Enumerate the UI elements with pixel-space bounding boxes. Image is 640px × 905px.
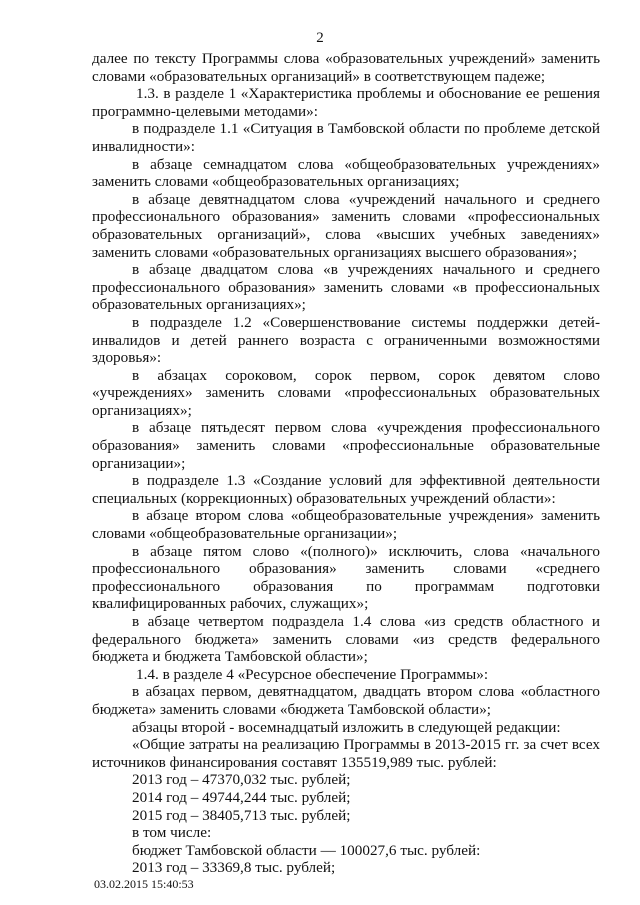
- financing-line: 2014 год – 49744,244 тыс. рублей;: [132, 788, 351, 806]
- paragraph: далее по тексту Программы слова «образовательных учреждений» заменить словами «образовательных организаций» в соответствующем падеже;: [92, 50, 600, 85]
- paragraph: в абзаце втором слова «общеобразовательные учреждения» заменить словами «общеобразовательные организации»;: [92, 507, 600, 543]
- financing-line: 2013 год – 33369,8 тыс. рублей;: [132, 859, 336, 877]
- paragraph: в абзаце пятом слово «(полного)» исключить, слова «начального профессионального образования» заменить словами «среднего профессионального образования по программам подготовки квалифицированных рабочих, служащих»;: [92, 542, 600, 613]
- paragraph: «Общие затраты на реализацию Программы в 2013-2015 гг. за счет всех источников финансирования составят 135519,989 тыс. рублей:: [92, 736, 600, 771]
- paragraph: абзацы второй - восемнадцатый изложить в следующей редакции:: [132, 718, 561, 736]
- page-number: 2: [316, 30, 324, 46]
- paragraph: в абзацах первом, девятнадцатом, двадцать втором слова «областного бюджета» заменить словами «бюджета Тамбовской области»;: [92, 683, 600, 718]
- section-item-1-3: 1.3. в разделе 1 «Характеристика проблемы и обоснование ее решения программно-целевыми методами»:: [92, 85, 600, 120]
- paragraph: в подразделе 1.3 «Создание условий для эффективной деятельности специальных (коррекционных) образовательных учреждений области»:: [92, 472, 600, 507]
- section-item-1-4: 1.4. в разделе 4 «Ресурсное обеспечение Программы»:: [136, 665, 489, 683]
- paragraph: в абзацах сороковом, сорок первом, сорок девятом слово «учреждениях» заменить словами «профессиональных образовательных организациях»;: [92, 366, 600, 419]
- paragraph: в абзаце девятнадцатом слова «учреждений начального и среднего профессионального образования» заменить словами «профессиональных образовательных организаций», слова «высших учебных заведениях» заменить словами «образовательных организациях высшего образования»;: [92, 190, 600, 261]
- paragraph: в абзаце семнадцатом слова «общеобразовательных учреждениях» заменить словами «общеобразовательных организациях;: [92, 155, 600, 191]
- document-body: [92, 50, 600, 877]
- financing-line: бюджет Тамбовской области — 100027,6 тыс. рублей:: [132, 841, 481, 859]
- footer-timestamp: 03.02.2015 15:40:53: [94, 877, 194, 891]
- paragraph: в подразделе 1.2 «Совершенствование системы поддержки детей-инвалидов и детей раннего возраста с ограниченными возможностями здоровья»:: [92, 313, 600, 367]
- paragraph: в подразделе 1.1 «Ситуация в Тамбовской области по проблеме детской инвалидности»:: [92, 120, 600, 155]
- financing-line: 2015 год – 38405,713 тыс. рублей;: [132, 806, 351, 824]
- paragraph: в абзаце пятьдесят первом слова «учреждения профессионального образования» заменить словами «профессиональные образовательные организации»;: [92, 419, 600, 472]
- paragraph: в абзаце четвертом подраздела 1.4 слова «из средств областного и федерального бюджета» заменить словами «из средств федерального бюджета и бюджета Тамбовской области»;: [92, 613, 600, 666]
- financing-line: 2013 год – 47370,032 тыс. рублей;: [132, 771, 351, 789]
- paragraph: в абзаце двадцатом слова «в учреждениях начального и среднего профессионального образования» заменить словами «в профессиональных образовательных организациях»;: [92, 261, 600, 314]
- paragraph: в том числе:: [132, 824, 212, 842]
